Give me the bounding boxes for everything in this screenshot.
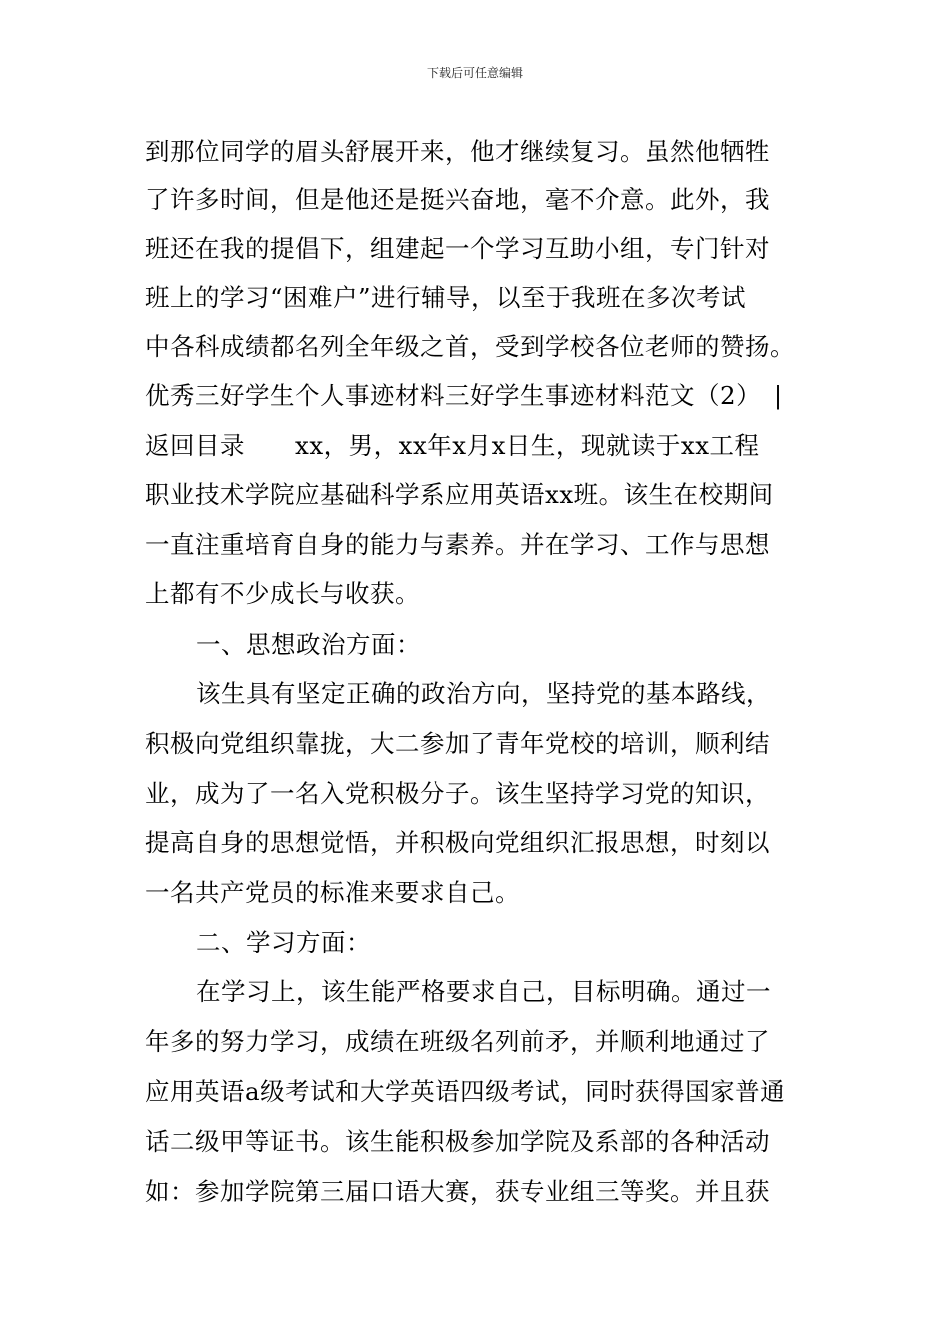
subheading: 一、思想政治方面： [196,630,421,659]
text-line: 如：参加学院第三届口语大赛，获专业组三等奖。并且获 [145,1177,770,1206]
text-line: 中各科成绩都名列全年级之首，受到学校各位老师的赞扬。 [145,332,795,361]
page-header: 下载后可任意编辑 [426,66,523,80]
text-line: 返回目录 xx，男，xx年x月x日生，现就读于xx工程 [145,431,760,460]
text-line: 话二级甲等证书。该生能积极参加学院及系部的各种活动 [145,1127,770,1156]
text-line: 职业技术学院应基础科学系应用英语xx班。该生在校期间 [145,480,774,509]
section-title-line: 优秀三好学生个人事迹材料三好学生事迹材料范文（2） | [145,381,783,410]
text-line: 提高自身的思想觉悟，并积极向党组织汇报思想，时刻以 [145,828,770,857]
text-line: 了许多时间，但是他还是挺兴奋地，毫不介意。此外，我 [145,185,770,214]
text-line: 积极向党组织靠拢，大二参加了青年党校的培训，顺利结 [145,729,770,758]
text-line: 该生具有坚定正确的政治方向，坚持党的基本路线， [196,679,771,708]
text-line: 一名共产党员的标准来要求自己。 [145,878,520,907]
text-line: 到那位同学的眉头舒展开来，他才继续复习。虽然他牺牲 [145,137,770,166]
text-line: 班还在我的提倡下，组建起一个学习互助小组，专门针对 [145,234,770,263]
text-line: 业，成为了一名入党积极分子。该生坚持学习党的知识， [145,779,770,808]
text-line: 应用英语a级考试和大学英语四级考试，同时获得国家普通 [145,1077,786,1106]
text-line: 上都有不少成长与收获。 [145,579,420,608]
text-line: 班上的学习“困难户”进行辅导，以至于我班在多次考试 [145,283,747,312]
text-line: 年多的努力学习，成绩在班级名列前矛，并顺利地通过了 [145,1027,770,1056]
text-line: 在学习上，该生能严格要求自己，目标明确。通过一 [196,977,771,1006]
subheading: 二、学习方面： [196,928,371,957]
text-line: 一直注重培育自身的能力与素养。并在学习、工作与思想 [145,530,770,559]
